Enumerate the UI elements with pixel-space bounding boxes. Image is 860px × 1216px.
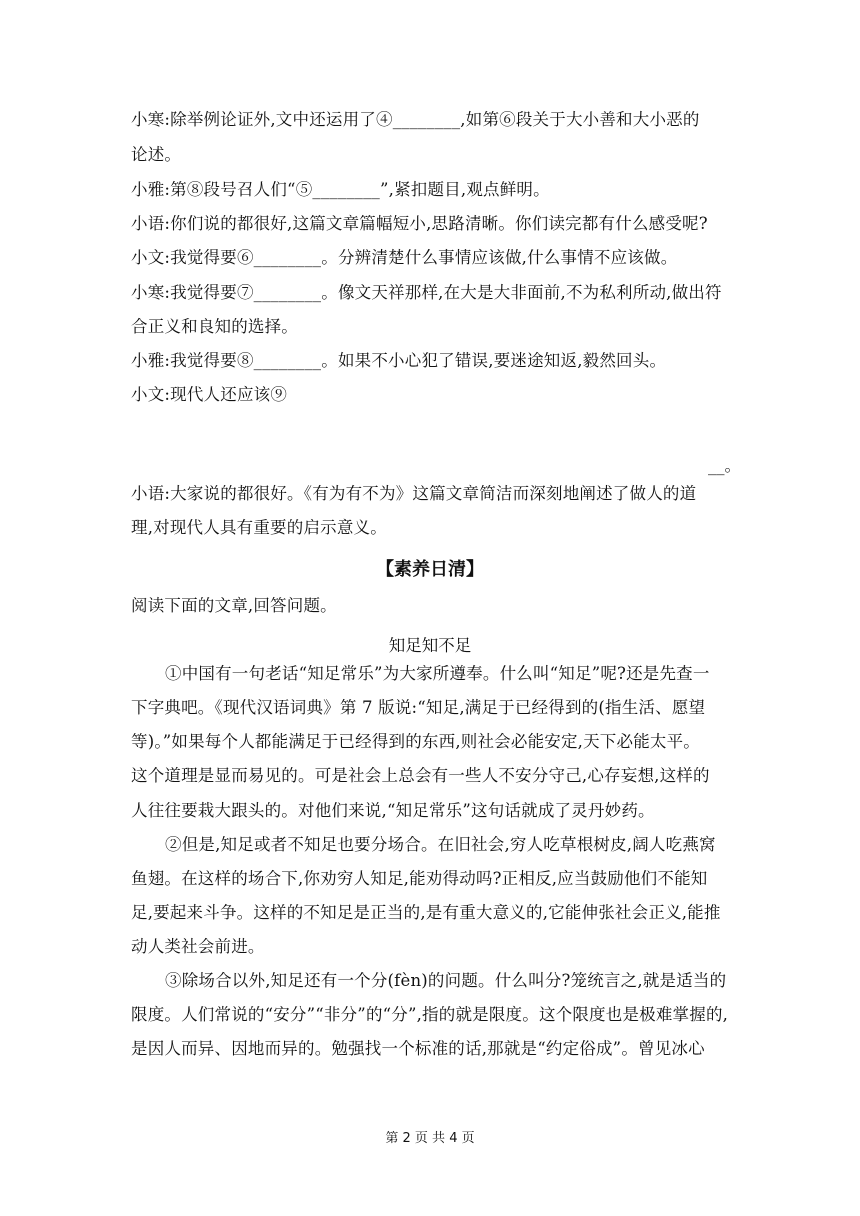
dialogue-line: 小雅:我觉得要⑧________。如果不小心犯了错误,要迷途知返,毅然回头。 xyxy=(131,351,667,370)
paragraph-line: 动人类社会前进。 xyxy=(131,937,265,956)
page-footer: 第 2 页 共 4 页 xyxy=(385,1131,475,1146)
dialogue-line: 小雅:第⑧段号召人们“⑤________”,紧扣题目,观点鲜明。 xyxy=(131,180,550,199)
answer-blank-end: __。 xyxy=(708,456,741,475)
paragraph-line: 下字典吧。《现代汉语词典》第 7 版说:“知足,满足于已经得到的(指生活、愿望 xyxy=(131,698,706,717)
dialogue-line: 小寒:我觉得要⑦________。像文天祥那样,在大是大非面前,不为私利所动,做出符 xyxy=(131,283,722,302)
paragraph-line: ③除场合以外,知足还有一个分(fèn)的问题。什么叫分?笼统言之,就是适当的 xyxy=(165,971,727,990)
dialogue-line: 小语:你们说的都很好,这篇文章篇幅短小,思路清晰。你们读完都有什么感受呢? xyxy=(131,214,708,233)
paragraph-line: 限度。人们常说的“安分”“非分”的“分”,指的就是限度。这个限度也是极难掌握的, xyxy=(131,1005,729,1024)
section-title: 【素养日清】 xyxy=(376,559,484,580)
paragraph-line: 人往往要栽大跟头的。对他们来说,“知足常乐”这句话就成了灵丹妙药。 xyxy=(131,801,655,820)
dialogue-line: 合正义和良知的选择。 xyxy=(131,317,298,336)
paragraph-line: 足,要起来斗争。这样的不知足是正当的,是有重大意义的,它能伸张社会正义,能推 xyxy=(131,903,721,922)
closing-line: 小语:大家说的都很好。《有为有不为》这篇文章简洁而深刻地阐述了做人的道 xyxy=(131,484,697,503)
dialogue-line: 小文:我觉得要⑥________。分辨清楚什么事情应该做,什么事情不应该做。 xyxy=(131,248,678,267)
paragraph-line: 是因人而异、因地而异的。勉强找一个标准的话,那就是“约定俗成”。曾见冰心 xyxy=(131,1039,705,1058)
paragraph-line: 等)。”如果每个人都能满足于已经得到的东西,则社会必能安定,天下必能太平。 xyxy=(131,732,701,751)
article-title: 知足知不足 xyxy=(388,636,472,655)
dialogue-line: 论述。 xyxy=(131,145,182,164)
instruction: 阅读下面的文章,回答问题。 xyxy=(131,596,337,615)
closing-line: 理,对现代人具有重要的启示意义。 xyxy=(131,518,387,537)
paragraph-line: 这个道理是显而易见的。可是社会上总会有一些人不安分守己,心存妄想,这样的 xyxy=(131,766,710,785)
paragraph-line: ②但是,知足或者不知足也要分场合。在旧社会,穷人吃草根树皮,阔人吃燕窝 xyxy=(165,835,716,854)
paragraph-line: ①中国有一句老话“知足常乐”为大家所遵奉。什么叫“知足”呢?还是先查一 xyxy=(165,664,710,683)
dialogue-line: 小寒:除举例论证外,文中还运用了④________,如第⑥段关于大小善和大小恶的 xyxy=(131,110,700,129)
dialogue-line: 小文:现代人还应该⑨ xyxy=(131,385,288,404)
paragraph-line: 鱼翅。在这样的场合下,你劝穷人知足,能劝得动吗?正相反,应当鼓励他们不能知 xyxy=(131,869,708,888)
